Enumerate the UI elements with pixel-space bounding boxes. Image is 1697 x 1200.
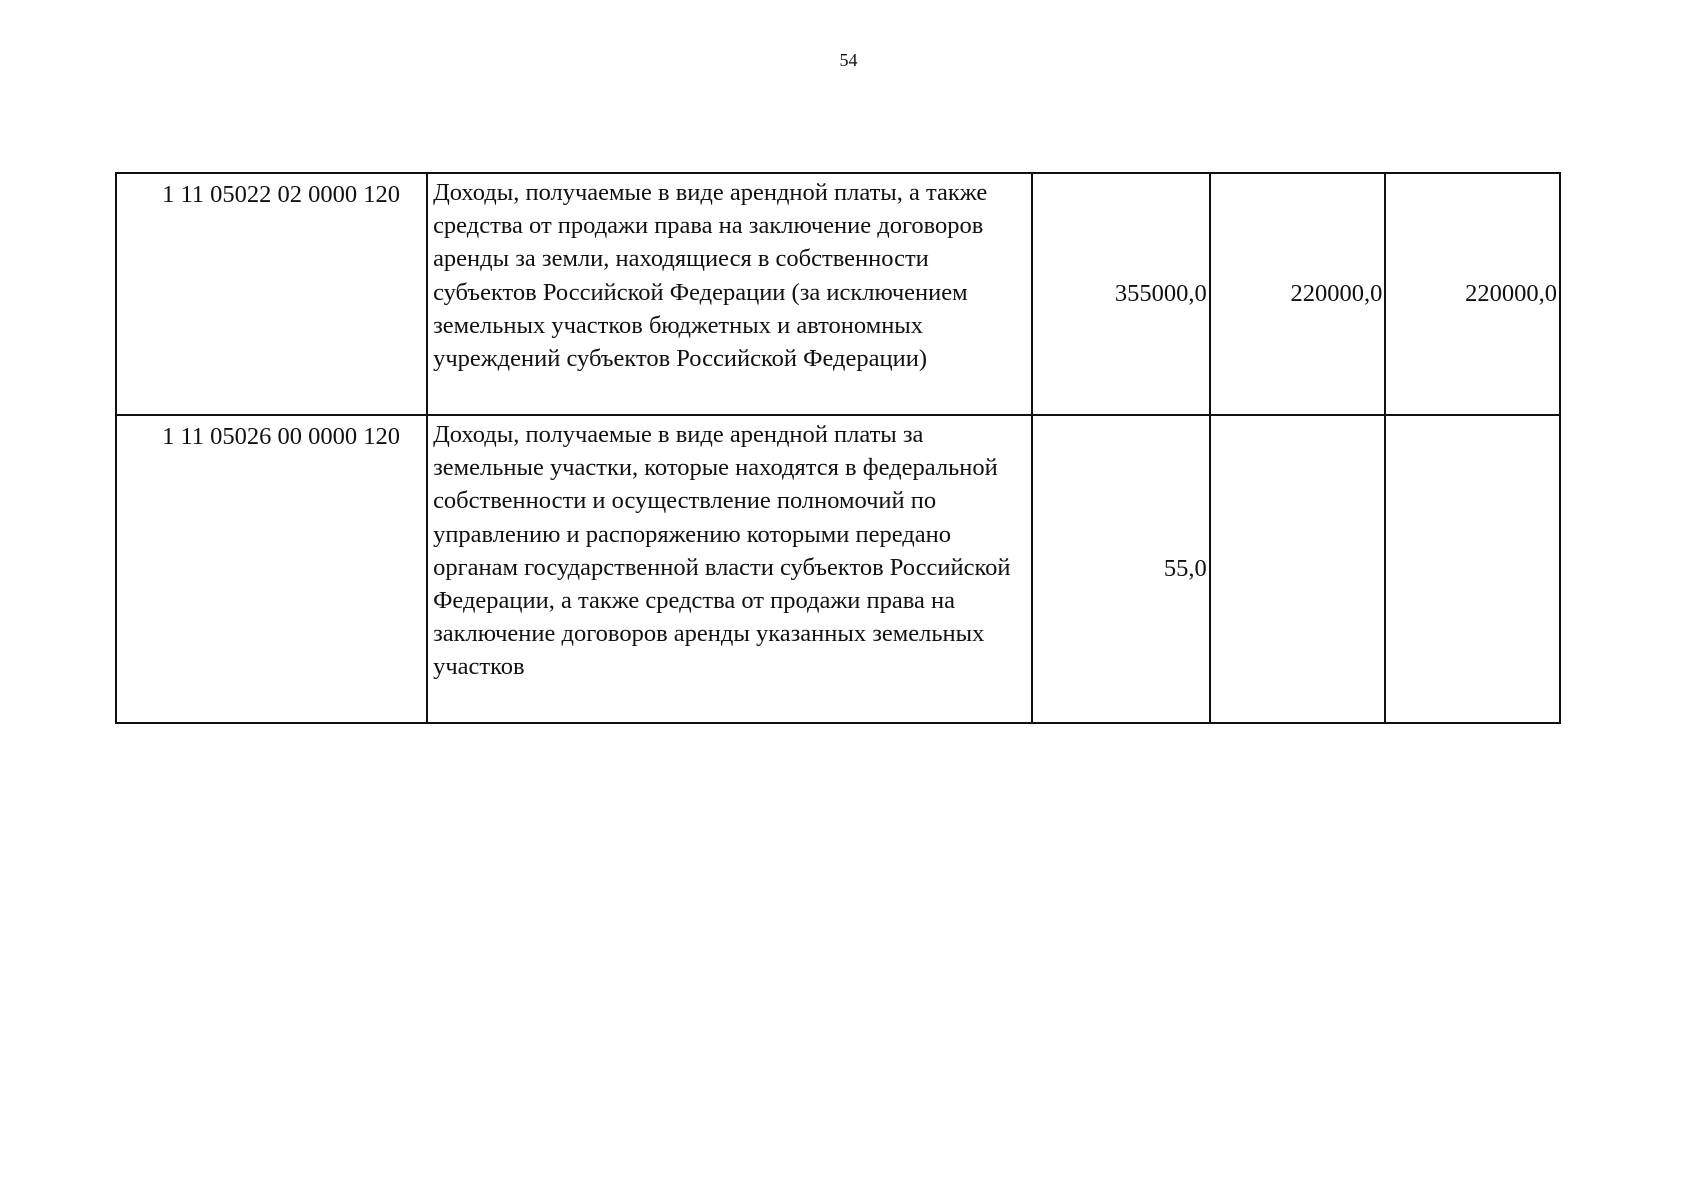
- description-cell: Доходы, получаемые в виде арендной платы, а также средства от продажи права на заключение договоров аренды за земли, находящиеся в собственности субъектов Российской Федерации (за исключением земельных участков бюджетных и автономных учреждений субъектов Российской Федерации): [427, 173, 1032, 415]
- description-cell: Доходы, получаемые в виде арендной платы за земельные участки, которые находятся в федеральной собственности и осуществление полномочий по управлению и распоряжению которыми передано органам государственной власти субъектов Российской Федерации, а также средства от продажи права на заключение договоров аренды указанных земельных участков: [427, 415, 1032, 723]
- page-number: 54: [839, 50, 858, 70]
- table-row: [116, 415, 1560, 723]
- budget-code-cell: 1 11 05026 00 0000 120: [116, 415, 427, 723]
- amount-cell-1: 55,0: [1032, 415, 1210, 723]
- amount-cell-1: 355000,0: [1032, 173, 1210, 415]
- revenue-table: [115, 172, 1561, 724]
- amount-cell-2: [1210, 415, 1386, 723]
- table-row: [116, 173, 1560, 415]
- amount-cell-3: [1385, 415, 1560, 723]
- budget-code-cell: 1 11 05022 02 0000 120: [116, 173, 427, 415]
- amount-cell-3: 220000,0: [1385, 173, 1560, 415]
- amount-cell-2: 220000,0: [1210, 173, 1386, 415]
